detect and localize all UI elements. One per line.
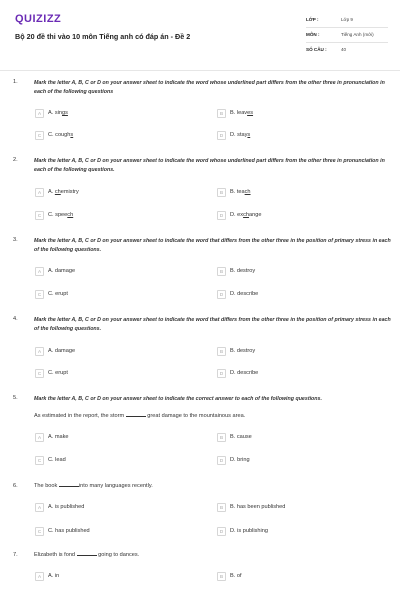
- question-number: 6.: [13, 483, 18, 489]
- meta-subject-value: Tiếng Anh (mới): [341, 32, 374, 37]
- question-instruction: Mark the letter A, B, C or D on your answer sheet to indicate the correct answer to each of the following questions.: [34, 396, 322, 402]
- question-number: 5.: [13, 395, 18, 401]
- quizizz-logo: QUIZIZZ: [15, 13, 62, 25]
- option-letter-box: B: [217, 267, 226, 276]
- option-letter-box: D: [217, 131, 226, 140]
- option-letter-box: C: [35, 211, 44, 220]
- question-instruction: Mark the letter A, B, C or D on your answer sheet to indicate the word that differs from the other three in the position of primary stress in each of the following questions.: [34, 317, 391, 332]
- option-letter-box: D: [217, 369, 226, 378]
- option-letter-box: C: [35, 131, 44, 140]
- question-number: 2.: [13, 157, 18, 163]
- option-letter-box: D: [217, 456, 226, 465]
- question-instruction: Mark the letter A, B, C or D on your answer sheet to indicate the word whose underlined part differs from the other three in pronunciation in each of the following questions: [34, 80, 385, 95]
- question-instruction: Mark the letter A, B, C or D on your answer sheet to indicate the word whose underlined part differs from the other three in pronunciation in each of the following questions.: [34, 158, 385, 173]
- option-letter-box: B: [217, 433, 226, 442]
- option-letter-box: C: [35, 456, 44, 465]
- option-letter-box: D: [217, 527, 226, 536]
- meta-count-label: SỐ CÂU :: [306, 47, 327, 52]
- option-letter-box: D: [217, 290, 226, 299]
- option-letter-box: A: [35, 433, 44, 442]
- option-letter-box: B: [217, 347, 226, 356]
- question-number: 3.: [13, 237, 18, 243]
- meta-divider: [306, 42, 388, 43]
- question-number: 1.: [13, 79, 18, 85]
- option-letter-box: C: [35, 527, 44, 536]
- question-text: As estimated in the report, the storm great damage to the mountainous area.: [34, 413, 246, 419]
- answer-blank: [126, 416, 146, 417]
- answer-blank: [77, 555, 97, 556]
- option-letter-box: B: [217, 572, 226, 581]
- question-text: Elizabeth is fond going to dances.: [34, 552, 140, 558]
- answer-blank: [59, 486, 79, 487]
- option-letter-box: A: [35, 267, 44, 276]
- option-letter-box: D: [217, 211, 226, 220]
- meta-count-value: 40: [341, 47, 347, 52]
- option-letter-box: A: [35, 572, 44, 581]
- option-letter-box: A: [35, 503, 44, 512]
- meta-grade-label: LỚP :: [306, 17, 319, 22]
- option-letter-box: A: [35, 347, 44, 356]
- question-number: 4.: [13, 316, 18, 322]
- meta-subject-label: MÔN :: [306, 32, 320, 37]
- question-text: The book into many languages recently.: [34, 483, 153, 489]
- option-letter-box: B: [217, 109, 226, 118]
- question-number: 7.: [13, 552, 18, 558]
- meta-grade-value: Lớp 9: [341, 17, 353, 22]
- page-header: [0, 0, 400, 66]
- question-instruction: Mark the letter A, B, C or D on your answer sheet to indicate the word that differs from the other three in the position of primary stress in each of the following questions.: [34, 238, 391, 253]
- option-letter-box: C: [35, 290, 44, 299]
- option-letter-box: A: [35, 109, 44, 118]
- option-letter-box: A: [35, 188, 44, 197]
- meta-divider: [306, 27, 388, 28]
- header-divider: [0, 70, 400, 71]
- option-letter-box: B: [217, 188, 226, 197]
- option-letter-box: C: [35, 369, 44, 378]
- page-title: Bộ 20 đề thi vào 10 môn Tiếng anh có đáp án - Đề 2: [15, 32, 191, 41]
- option-letter-box: B: [217, 503, 226, 512]
